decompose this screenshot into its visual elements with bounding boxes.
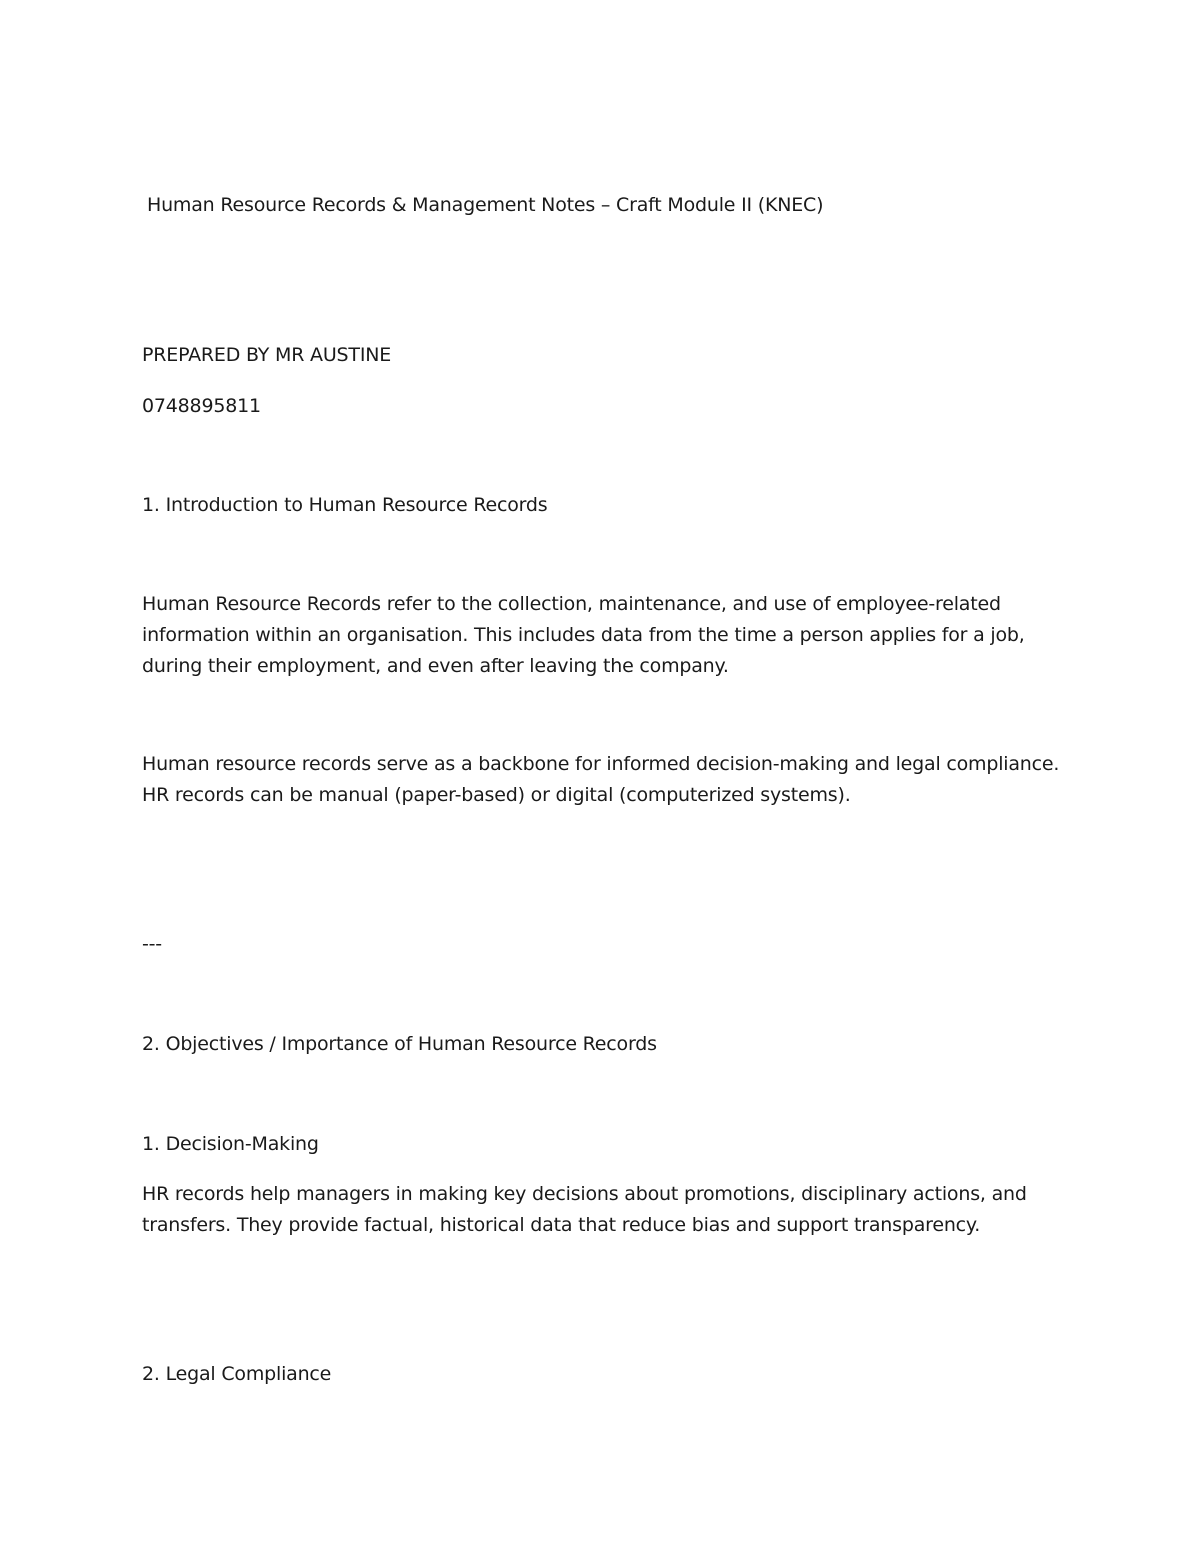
document-title: Human Resource Records & Management Notes – Craft Module II (KNEC) (147, 194, 824, 216)
section-1-heading: 1. Introduction to Human Resource Records (142, 494, 548, 516)
section-1-paragraph-1: Human Resource Records refer to the collection, maintenance, and use of employee-related information within an organisation. This includes data from the time a person applies for a job, during their employment, and even after leaving the company. (142, 593, 1025, 677)
phone-number: 0748895811 (142, 395, 261, 417)
subsection-legal-compliance-heading: 2. Legal Compliance (142, 1363, 332, 1385)
subsection-decision-making-text: HR records help managers in making key decisions about promotions, disciplinary actions, and transfers. They provide factual, historical data that reduce bias and support transparency. (142, 1183, 1027, 1236)
separator: --- (142, 933, 162, 955)
section-1-paragraph-2: Human resource records serve as a backbone for informed decision-making and legal compliance. HR records can be manual (paper-based) or digital (computerized systems). (142, 753, 1060, 806)
prepared-by: PREPARED BY MR AUSTINE (142, 344, 392, 366)
section-2-heading: 2. Objectives / Importance of Human Resource Records (142, 1033, 657, 1055)
subsection-decision-making-heading: 1. Decision-Making (142, 1133, 319, 1155)
